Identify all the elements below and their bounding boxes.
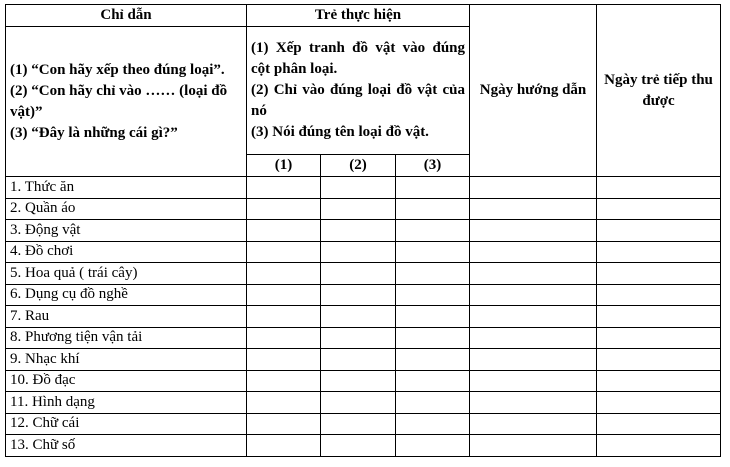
- check-cell-2[interactable]: [321, 370, 396, 392]
- guide-header: Chỉ dẫn: [6, 5, 247, 27]
- check-cell-2[interactable]: [321, 198, 396, 220]
- sub-column-1: (1): [247, 155, 321, 177]
- performance-1: (1) Xếp tranh đồ vật vào đúng cột phân loại.: [251, 40, 466, 77]
- header-row: [6, 5, 721, 27]
- check-cell-1[interactable]: [247, 263, 321, 285]
- date-acquired-cell[interactable]: [597, 306, 721, 328]
- check-cell-2[interactable]: [321, 413, 396, 435]
- item-label: 3. Động vật: [6, 220, 247, 242]
- date-guided-cell[interactable]: [470, 327, 597, 349]
- date-guided-cell[interactable]: [470, 370, 597, 392]
- item-label: 11. Hình dạng: [6, 392, 247, 414]
- item-rows: [6, 177, 721, 457]
- date-acquired-cell[interactable]: [597, 349, 721, 371]
- item-label: 7. Rau: [6, 306, 247, 328]
- performance-cell: [247, 27, 470, 155]
- instruction-1: (1) “Con hãy xếp theo đúng loại”.: [10, 61, 225, 78]
- table-row: [6, 349, 721, 371]
- table-row: [6, 392, 721, 414]
- table-row: [6, 177, 721, 199]
- check-cell-3[interactable]: [396, 284, 470, 306]
- check-cell-2[interactable]: [321, 435, 396, 457]
- date-acquired-cell[interactable]: [597, 327, 721, 349]
- date-acquired-cell[interactable]: [597, 413, 721, 435]
- check-cell-1[interactable]: [247, 220, 321, 242]
- item-label: 1. Thức ăn: [6, 177, 247, 199]
- check-cell-2[interactable]: [321, 220, 396, 242]
- item-label: 2. Quần áo: [6, 198, 247, 220]
- table-row: [6, 263, 721, 285]
- table-row: [6, 327, 721, 349]
- assessment-table: [5, 4, 721, 457]
- performance-3: (3) Nói đúng tên loại đồ vật.: [251, 124, 429, 140]
- table-row: [6, 413, 721, 435]
- check-cell-1[interactable]: [247, 435, 321, 457]
- date-guided-cell[interactable]: [470, 284, 597, 306]
- check-cell-1[interactable]: [247, 327, 321, 349]
- date-acquired-cell[interactable]: [597, 198, 721, 220]
- check-cell-1[interactable]: [247, 241, 321, 263]
- table-row: [6, 220, 721, 242]
- check-cell-1[interactable]: [247, 284, 321, 306]
- date-acquired-cell[interactable]: [597, 284, 721, 306]
- check-cell-2[interactable]: [321, 306, 396, 328]
- table-row: [6, 306, 721, 328]
- date-guided-cell[interactable]: [470, 263, 597, 285]
- date-acquired-cell[interactable]: [597, 435, 721, 457]
- check-cell-3[interactable]: [396, 220, 470, 242]
- item-label: 5. Hoa quả ( trái cây): [6, 263, 247, 285]
- check-cell-2[interactable]: [321, 263, 396, 285]
- date-guided-cell[interactable]: [470, 413, 597, 435]
- date-guided-cell[interactable]: [470, 306, 597, 328]
- check-cell-3[interactable]: [396, 241, 470, 263]
- check-cell-1[interactable]: [247, 413, 321, 435]
- performance-2: (2) Chỉ vào đúng loại đồ vật của nó: [251, 82, 466, 119]
- date-guided-cell[interactable]: [470, 241, 597, 263]
- table-row: [6, 370, 721, 392]
- table-row: [6, 435, 721, 457]
- item-label: 6. Dụng cụ đồ nghề: [6, 284, 247, 306]
- date-guided-cell[interactable]: [470, 177, 597, 199]
- check-cell-3[interactable]: [396, 177, 470, 199]
- check-cell-1[interactable]: [247, 306, 321, 328]
- sub-column-3: (3): [396, 155, 470, 177]
- table-row: [6, 284, 721, 306]
- check-cell-3[interactable]: [396, 263, 470, 285]
- date-guided-cell[interactable]: [470, 198, 597, 220]
- date-acquired-cell[interactable]: [597, 263, 721, 285]
- check-cell-3[interactable]: [396, 198, 470, 220]
- date-acquired-cell[interactable]: [597, 370, 721, 392]
- check-cell-3[interactable]: [396, 392, 470, 414]
- item-label: 10. Đồ đạc: [6, 370, 247, 392]
- check-cell-2[interactable]: [321, 284, 396, 306]
- check-cell-3[interactable]: [396, 370, 470, 392]
- item-label: 12. Chữ cái: [6, 413, 247, 435]
- check-cell-1[interactable]: [247, 198, 321, 220]
- table-row: [6, 241, 721, 263]
- date-guided-cell[interactable]: [470, 435, 597, 457]
- date-acquired-cell[interactable]: [597, 392, 721, 414]
- date-guided-cell[interactable]: [470, 392, 597, 414]
- item-label: 9. Nhạc khí: [6, 349, 247, 371]
- sub-column-2: (2): [321, 155, 396, 177]
- check-cell-1[interactable]: [247, 177, 321, 199]
- date-acquired-cell[interactable]: [597, 220, 721, 242]
- item-label: 4. Đồ chơi: [6, 241, 247, 263]
- check-cell-2[interactable]: [321, 327, 396, 349]
- instruction-2: (2) “Con hãy chỉ vào …… (loại đồ vật)”: [10, 82, 228, 120]
- date-guided-cell[interactable]: [470, 349, 597, 371]
- instructions-cell: [6, 27, 247, 177]
- item-label: 8. Phương tiện vận tải: [6, 327, 247, 349]
- date-acquired-header: Ngày trẻ tiếp thu được: [597, 5, 721, 177]
- item-label: 13. Chữ số: [6, 435, 247, 457]
- table-row: [6, 198, 721, 220]
- check-cell-3[interactable]: [396, 435, 470, 457]
- child-performs-header: Trẻ thực hiện: [247, 5, 470, 27]
- date-guided-cell[interactable]: [470, 220, 597, 242]
- check-cell-1[interactable]: [247, 392, 321, 414]
- check-cell-3[interactable]: [396, 413, 470, 435]
- check-cell-2[interactable]: [321, 177, 396, 199]
- check-cell-2[interactable]: [321, 392, 396, 414]
- date-acquired-cell[interactable]: [597, 241, 721, 263]
- instruction-3: (3) “Đây là những cái gì?”: [10, 124, 178, 141]
- date-acquired-cell[interactable]: [597, 177, 721, 199]
- check-cell-1[interactable]: [247, 349, 321, 371]
- check-cell-2[interactable]: [321, 241, 396, 263]
- check-cell-3[interactable]: [396, 349, 470, 371]
- assessment-sheet: [5, 4, 721, 457]
- check-cell-3[interactable]: [396, 306, 470, 328]
- check-cell-2[interactable]: [321, 349, 396, 371]
- date-guided-header: Ngày hướng dẫn: [470, 5, 597, 177]
- check-cell-1[interactable]: [247, 370, 321, 392]
- check-cell-3[interactable]: [396, 327, 470, 349]
